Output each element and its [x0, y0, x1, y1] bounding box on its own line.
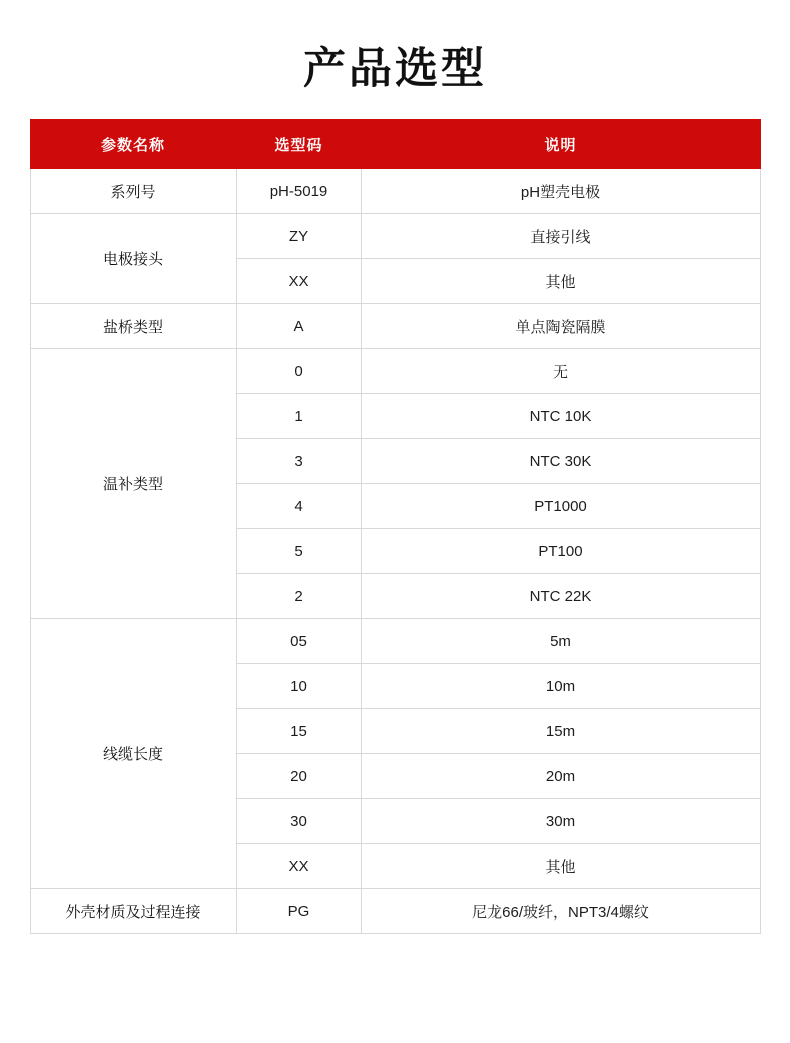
row-group-label: 盐桥类型 [30, 304, 236, 349]
row-group-label: 外壳材质及过程连接 [30, 889, 236, 934]
cell-selection-code: 4 [236, 484, 361, 529]
cell-selection-code: pH-5019 [236, 169, 361, 214]
cell-description: 其他 [361, 844, 760, 889]
cell-selection-code: PG [236, 889, 361, 934]
cell-description: PT100 [361, 529, 760, 574]
cell-selection-code: 30 [236, 799, 361, 844]
cell-description: 20m [361, 754, 760, 799]
cell-description: 无 [361, 349, 760, 394]
cell-description: 5m [361, 619, 760, 664]
table-row [30, 304, 760, 349]
column-header-parameter-name: 参数名称 [30, 120, 236, 169]
cell-description: 单点陶瓷隔膜 [361, 304, 760, 349]
cell-selection-code: 10 [236, 664, 361, 709]
cell-selection-code: 05 [236, 619, 361, 664]
table-body [30, 169, 760, 934]
cell-selection-code: 1 [236, 394, 361, 439]
row-group-label: 系列号 [30, 169, 236, 214]
cell-selection-code: 3 [236, 439, 361, 484]
cell-description: 其他 [361, 259, 760, 304]
cell-selection-code: A [236, 304, 361, 349]
cell-selection-code: 0 [236, 349, 361, 394]
table-header [30, 120, 760, 169]
column-header-description: 说明 [361, 120, 760, 169]
cell-description: 15m [361, 709, 760, 754]
row-group-label: 温补类型 [30, 349, 236, 619]
page-title: 产品选型 [303, 45, 487, 93]
cell-description: 直接引线 [361, 214, 760, 259]
cell-selection-code: 5 [236, 529, 361, 574]
cell-description: PT1000 [361, 484, 760, 529]
cell-description: 尼龙66/玻纤，NPT3/4螺纹 [361, 889, 760, 934]
product-selection-table [30, 119, 761, 934]
cell-selection-code: XX [236, 844, 361, 889]
cell-description: pH塑壳电极 [361, 169, 760, 214]
cell-description: 10m [361, 664, 760, 709]
table-header-row [30, 120, 760, 169]
table-row [30, 889, 760, 934]
cell-selection-code: 2 [236, 574, 361, 619]
row-group-label: 线缆长度 [30, 619, 236, 889]
cell-description: NTC 22K [361, 574, 760, 619]
cell-selection-code: XX [236, 259, 361, 304]
table-row [30, 169, 760, 214]
column-header-selection-code: 选型码 [236, 120, 361, 169]
table-row [30, 349, 760, 394]
cell-selection-code: 15 [236, 709, 361, 754]
cell-selection-code: ZY [236, 214, 361, 259]
table-row [30, 619, 760, 664]
cell-description: NTC 10K [361, 394, 760, 439]
table-row [30, 214, 760, 259]
cell-description: NTC 30K [361, 439, 760, 484]
cell-selection-code: 20 [236, 754, 361, 799]
cell-description: 30m [361, 799, 760, 844]
row-group-label: 电极接头 [30, 214, 236, 304]
